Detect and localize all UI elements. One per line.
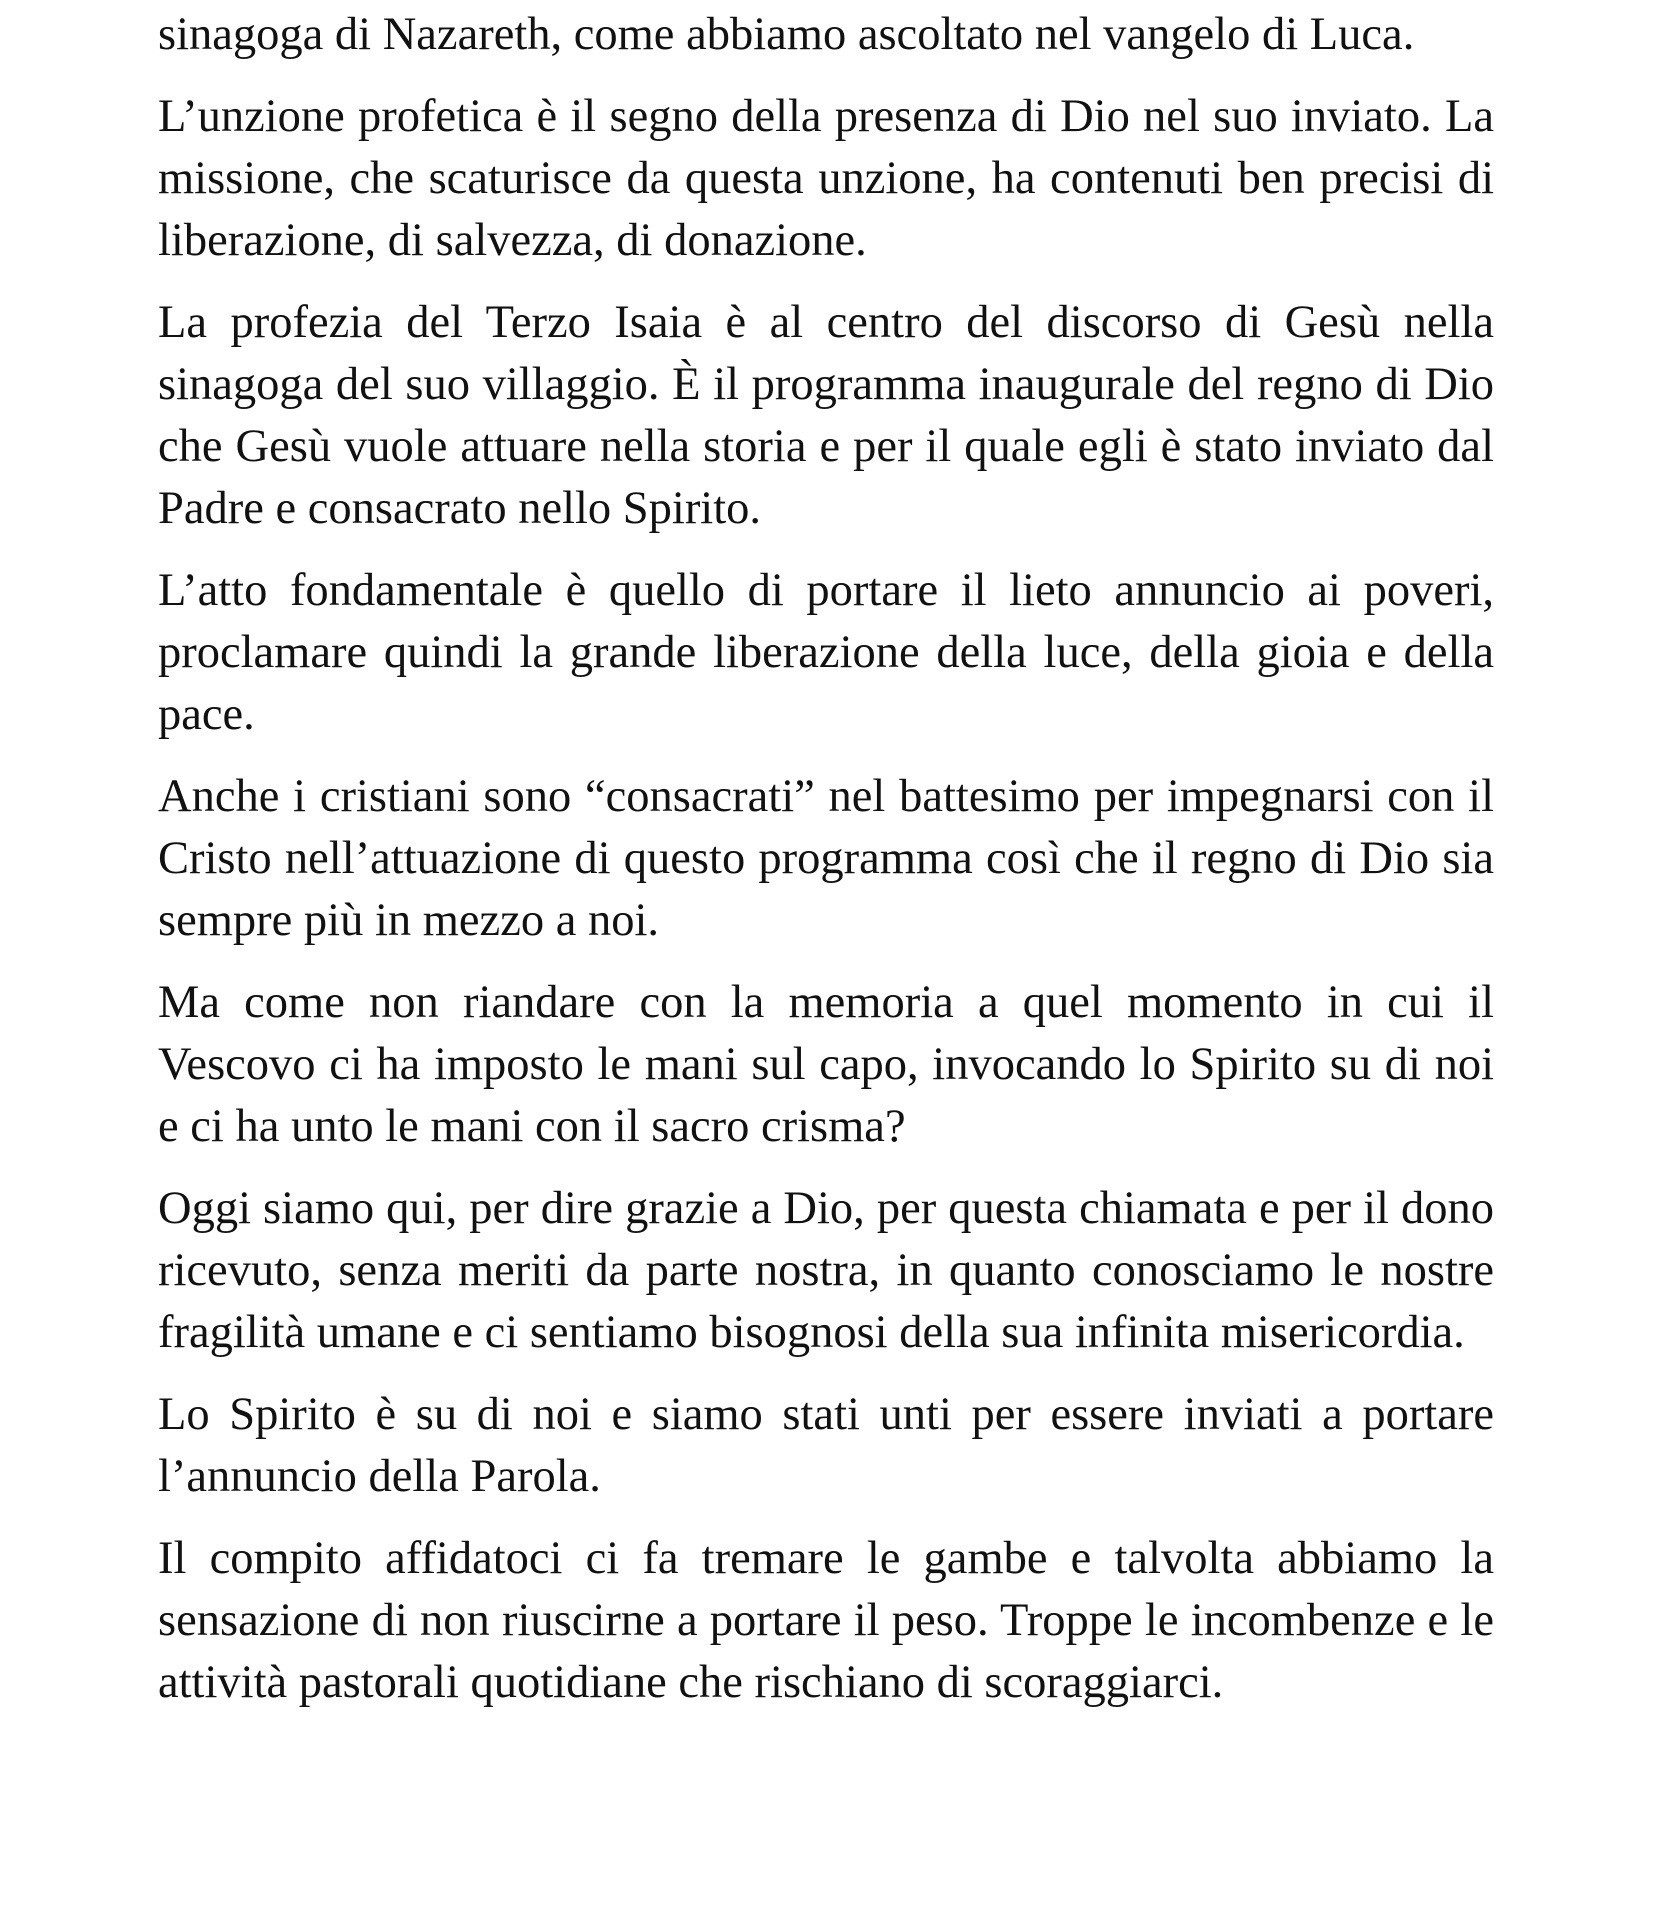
paragraph-1: sinagoga di Nazareth, come abbiamo ascoltato nel vangelo di Luca. xyxy=(158,9,1415,60)
paragraph-6: Ma come non riandare con la memoria a quel momento in cui il Vescovo ci ha imposto le mani sul capo, invocando lo Spirito su di noi e ci ha unto le mani con il sacro crisma? xyxy=(158,977,1494,1152)
paragraph-2: L’unzione profetica è il segno della presenza di Dio nel suo inviato. La missione, che scaturisce da questa unzione, ha contenuti ben precisi di liberazione, di salvezza, di donazione. xyxy=(158,91,1494,266)
paragraph-3: La profezia del Terzo Isaia è al centro del discorso di Gesù nella sinagoga del suo villaggio. È il programma inaugurale del regno di Dio che Gesù vuole attuare nella storia e per il quale egli è stato inviato dal Padre e consacrato nello Spirito. xyxy=(158,297,1494,534)
paragraph-8: Lo Spirito è su di noi e siamo stati unti per essere inviati a portare l’annuncio della Parola. xyxy=(158,1389,1494,1502)
paragraph-5: Anche i cristiani sono “consacrati” nel battesimo per impegnarsi con il Cristo nell’attuazione di questo programma così che il regno di Dio sia sempre più in mezzo a noi. xyxy=(158,771,1494,946)
page-text xyxy=(158,4,1494,1734)
document-page xyxy=(158,0,1494,1908)
paragraph-4: L’atto fondamentale è quello di portare il lieto annuncio ai poveri, proclamare quindi la grande liberazione della luce, della gioia e della pace. xyxy=(158,565,1494,740)
paragraph-7: Oggi siamo qui, per dire grazie a Dio, per questa chiamata e per il dono ricevuto, senza meriti da parte nostra, in quanto conosciamo le nostre fragilità umane e ci sentiamo bisognosi della sua infinita misericordia. xyxy=(158,1183,1494,1358)
paragraph-9: Il compito affidatoci ci fa tremare le gambe e talvolta abbiamo la sensazione di non riuscirne a portare il peso. Troppe le incombenze e le attività pastorali quotidiane che rischiano di scoraggiarci. xyxy=(158,1533,1494,1708)
